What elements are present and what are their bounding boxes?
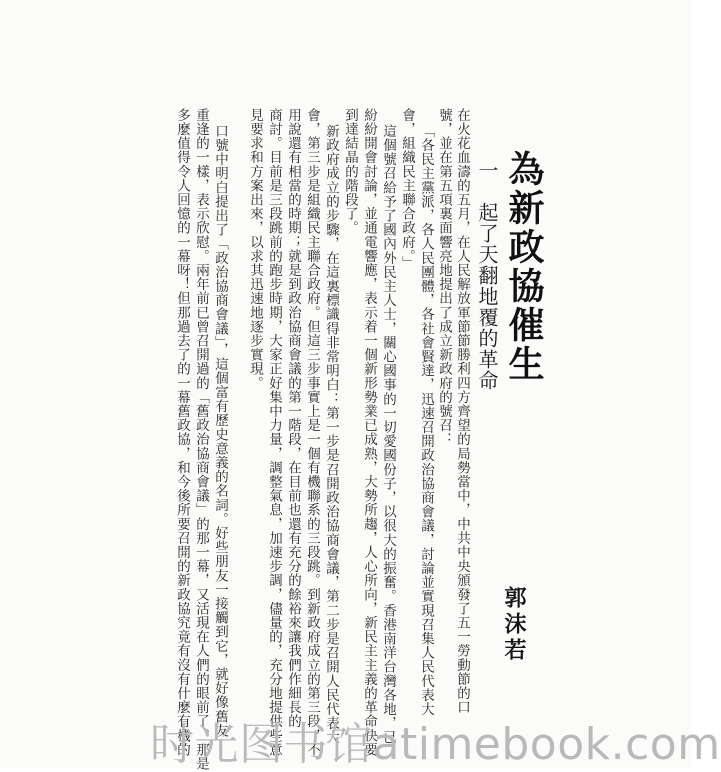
body-column: 商討。目前是三段跳前的跑步時期，大家正好集中力量，調整氣息，加速步調，儘量的，充分地提供些意	[266, 108, 282, 757]
body-column: 這個號召給予了國內外民主人士，關心國事的一切愛國份子，以很大的振奮。香港南洋台灣各地，已	[380, 124, 396, 745]
article-subtitle: 一 起了天翻地覆的革命	[475, 160, 499, 391]
body-column: 到達結晶的階段了。	[342, 108, 358, 235]
article-title: 為新政協催生	[503, 150, 545, 384]
body-column: 號，並在第五項裏面響亮地提出了成立新政府的號召：	[436, 108, 452, 447]
article-author: 郭沫若	[501, 586, 527, 664]
body-column: 會，第三步是組織民主聯合政府。但這三步事實上是一個有機聯系的三段跳。到新政府成立的第三段，不	[304, 108, 320, 757]
body-column: 用說還有相當的時期；就是到政治協商會議的第一階段，在目前也還有充分的餘裕來讓我們作細長的	[285, 108, 301, 729]
body-column: 多麼值得令人回憶的一幕呀！但那過去了的一幕舊政協，和今後所要召開的新政協究竟有沒有什麼有機的	[174, 108, 190, 757]
body-column: 在火花血濤的五月，在人民解放軍節節勝利四方齊望的局勢當中，中共中央頒發了五一勞動節的口	[454, 108, 470, 715]
body-column: 見要求和方案出來，以求其迅速地逐步實現。	[247, 108, 263, 390]
body-column: 會，組織民主聯合政府。」	[399, 108, 415, 271]
body-column: 重逢的一樣，表示欣慰。兩年前已曾召開過的「舊政治協商會議」的那一幕，又活現在人們的眼前了。那是	[193, 108, 209, 771]
body-column: 「各民主黨派，各人民團體，各社會賢達，迅速召開政治協商會議，討論並實現召集人民代表大	[418, 124, 434, 717]
body-column: 新政府成立的步驟，在這裏標識得非常明白：第一步是召開政治協商會議，第二步是召開人民代表大	[323, 124, 339, 745]
body-column: 口號中明白提出了「政治協商會議」，這個富有歷史意義的名詞。好些朋友一接觸到它，就好像舊友	[212, 124, 228, 738]
body-column: 紛紛開會討論，並通電響應，表示着一個新形勢業已成熟，大勢所趨，人心所向，新民主主義的革命快要	[361, 108, 377, 757]
site-watermark: 时光图书馆atimebook.com	[150, 719, 721, 770]
